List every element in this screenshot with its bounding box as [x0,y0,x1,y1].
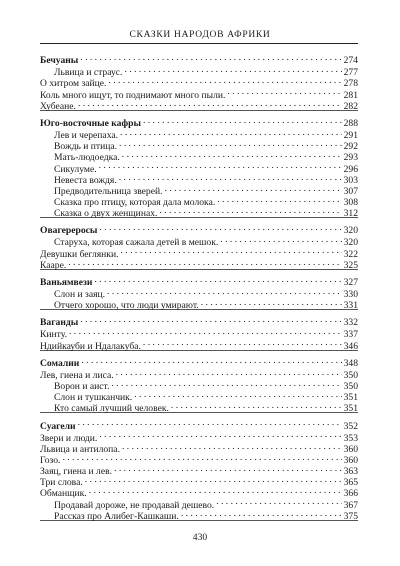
section-title: Ваньямвези [40,277,93,288]
entry-page: 351 [343,392,358,404]
entry-title: Мать-людоедка. [54,152,120,164]
entry-page: 278 [343,78,358,90]
entry-title: Предводительница зверей. [54,185,163,197]
section-page: 352 [343,420,358,432]
section-title: Сомалии [40,357,80,369]
entry-title: О хитром зайце. [40,78,107,90]
toc-entry[interactable] [40,429,358,444]
entry-title: Коль много ищут, то поднимают много пыли. [40,89,226,101]
leader-dots [78,98,342,109]
entry-page: 346 [343,340,358,352]
leader-dots [227,86,341,97]
entry-title: Старуха, которая сажала детей в мешок. [54,237,219,249]
leader-dots [134,389,341,400]
leader-dots [68,257,341,268]
entry-title: Девушки беглянки. [40,248,119,260]
entry-title: Сказка о двух женщинах. [54,208,158,220]
table-of-contents [40,52,358,525]
entry-page: 291 [343,129,358,141]
leader-dots [107,286,342,297]
entry-title: Кто самый лучший человек. [54,403,169,415]
section-page: 327 [343,277,358,288]
entry-page: 350 [343,380,358,392]
toc-entry[interactable] [40,496,358,511]
entry-page: 293 [343,152,358,164]
entry-page: 360 [343,454,358,466]
leader-dots [85,474,342,485]
entry-page: 308 [343,197,358,209]
leader-dots [99,160,342,171]
toc-section [40,417,358,521]
section-heading[interactable] [40,222,358,237]
toc-entry[interactable] [40,463,358,478]
leader-dots [124,64,341,75]
leader-dots [80,314,341,325]
entry-title: Звери и люди. [40,432,98,444]
leader-dots [119,172,342,183]
leader-dots [121,245,342,256]
section-page: 274 [343,55,358,67]
entry-page: 312 [343,208,358,220]
toc-entry[interactable] [40,474,358,489]
page-number: 430 [192,532,208,543]
leader-dots [220,234,341,245]
toc-entry[interactable] [40,452,358,466]
entry-page: 292 [343,141,358,153]
entry-page: 331 [343,300,358,312]
toc-section [40,314,358,350]
entry-page: 365 [343,477,358,489]
entry-title: Слон и заяц. [54,289,106,300]
leader-dots [116,367,342,378]
toc-entry[interactable] [40,326,358,341]
entry-title: Гозо. [40,454,61,466]
leader-dots [159,205,341,216]
section-title: Суагели [40,420,76,432]
entry-title: Кинту. [40,329,67,341]
entry-title: Слон и тушканчик. [54,392,133,404]
leader-dots [111,378,341,389]
entry-page: 325 [343,259,358,271]
entry-page: 360 [343,443,358,455]
leader-dots [217,194,341,205]
section-heading[interactable] [40,115,358,127]
entry-title: Заяц, гиена и лев. [40,466,113,478]
section-heading[interactable] [40,417,358,432]
section-heading[interactable] [40,355,358,367]
section-title: Ваганды [40,317,79,329]
section-title: Юго-восточные кафры [40,117,141,129]
entry-page: 337 [343,329,358,341]
entry-title: Рассказ про Алибег-Кашкаши. [54,510,179,522]
section-heading[interactable] [40,314,358,329]
leader-dots [62,452,341,463]
leader-dots [69,326,342,337]
section-heading[interactable] [40,274,358,286]
leader-dots [171,400,342,411]
section-heading[interactable] [40,52,358,67]
leader-dots [81,355,341,366]
entry-title: Ндийкауби и Ндалакуба. [40,340,141,352]
entry-page: 350 [343,369,358,381]
running-head: СКАЗКИ НАРОДОВ АФРИКИ [129,30,271,40]
leader-dots [119,138,342,149]
entry-page: 277 [343,67,358,79]
leader-dots [99,429,341,440]
entry-title: Львица и страус. [54,67,123,79]
entry-page: 281 [343,89,358,101]
header-rule [40,43,358,44]
entry-title: Сказка про птицу, которая дала молока. [54,197,216,209]
toc-section [40,355,358,414]
leader-dots [94,274,341,285]
section-page: 288 [343,117,358,129]
entry-page: 367 [343,499,358,511]
entry-page: 375 [343,510,358,522]
toc-section [40,222,358,270]
toc-entry[interactable] [40,337,358,352]
entry-title: Три слова. [40,477,83,489]
entry-page: 282 [343,100,358,112]
leader-dots [122,149,342,160]
section-title: Бечуаны [40,55,79,67]
entry-page: 307 [343,185,358,197]
entry-page: 296 [343,163,358,175]
leader-dots [80,52,341,63]
section-title: Овагереросы [40,225,98,237]
entry-title: Кааре. [40,259,67,271]
toc-entry[interactable] [40,257,358,271]
leader-dots [143,115,342,126]
entry-title: Лев и черепаха. [54,129,119,141]
leader-dots [122,441,342,452]
toc-entry[interactable] [40,485,358,500]
toc-entry[interactable] [40,64,358,79]
entry-title: Обманщик. [40,488,87,500]
entry-title: Отчего хорошо, что люди умирают. [54,300,199,312]
entry-page: 330 [343,289,358,300]
leader-dots [120,127,342,138]
leader-dots [78,417,342,428]
leader-dots [143,337,342,348]
section-page: 320 [343,225,358,237]
leader-dots [181,508,342,519]
entry-title: Хубеане. [40,100,76,112]
entry-title: Вождь и птица. [54,141,118,153]
entry-page: 322 [343,248,358,260]
entry-title: Продавай дороже, не продавай дешево. [54,499,215,511]
section-page: 348 [343,357,358,369]
entry-title: Львица и антилопа. [40,443,120,455]
leader-dots [99,222,341,233]
leader-dots [216,496,341,507]
entry-title: Ворон и аист. [54,380,110,392]
entry-title: Лев, гиена и лиса. [40,369,114,381]
leader-dots [108,75,341,86]
section-page: 332 [343,317,358,329]
leader-dots [114,463,342,474]
toc-section [40,274,358,310]
leader-dots [89,485,342,496]
leader-dots [201,297,342,308]
toc-entry[interactable] [40,367,358,381]
toc-section [40,115,358,219]
entry-page: 363 [343,466,358,478]
toc-section [40,52,358,111]
entry-page: 320 [343,237,358,249]
entry-page: 303 [343,174,358,186]
toc-entry[interactable] [40,98,358,112]
entry-page: 366 [343,488,358,500]
entry-title: Сикулуме. [54,163,97,175]
leader-dots [165,183,342,194]
entry-title: Невеста вождя. [54,174,117,186]
entry-page: 351 [343,403,358,415]
entry-page: 353 [343,432,358,444]
